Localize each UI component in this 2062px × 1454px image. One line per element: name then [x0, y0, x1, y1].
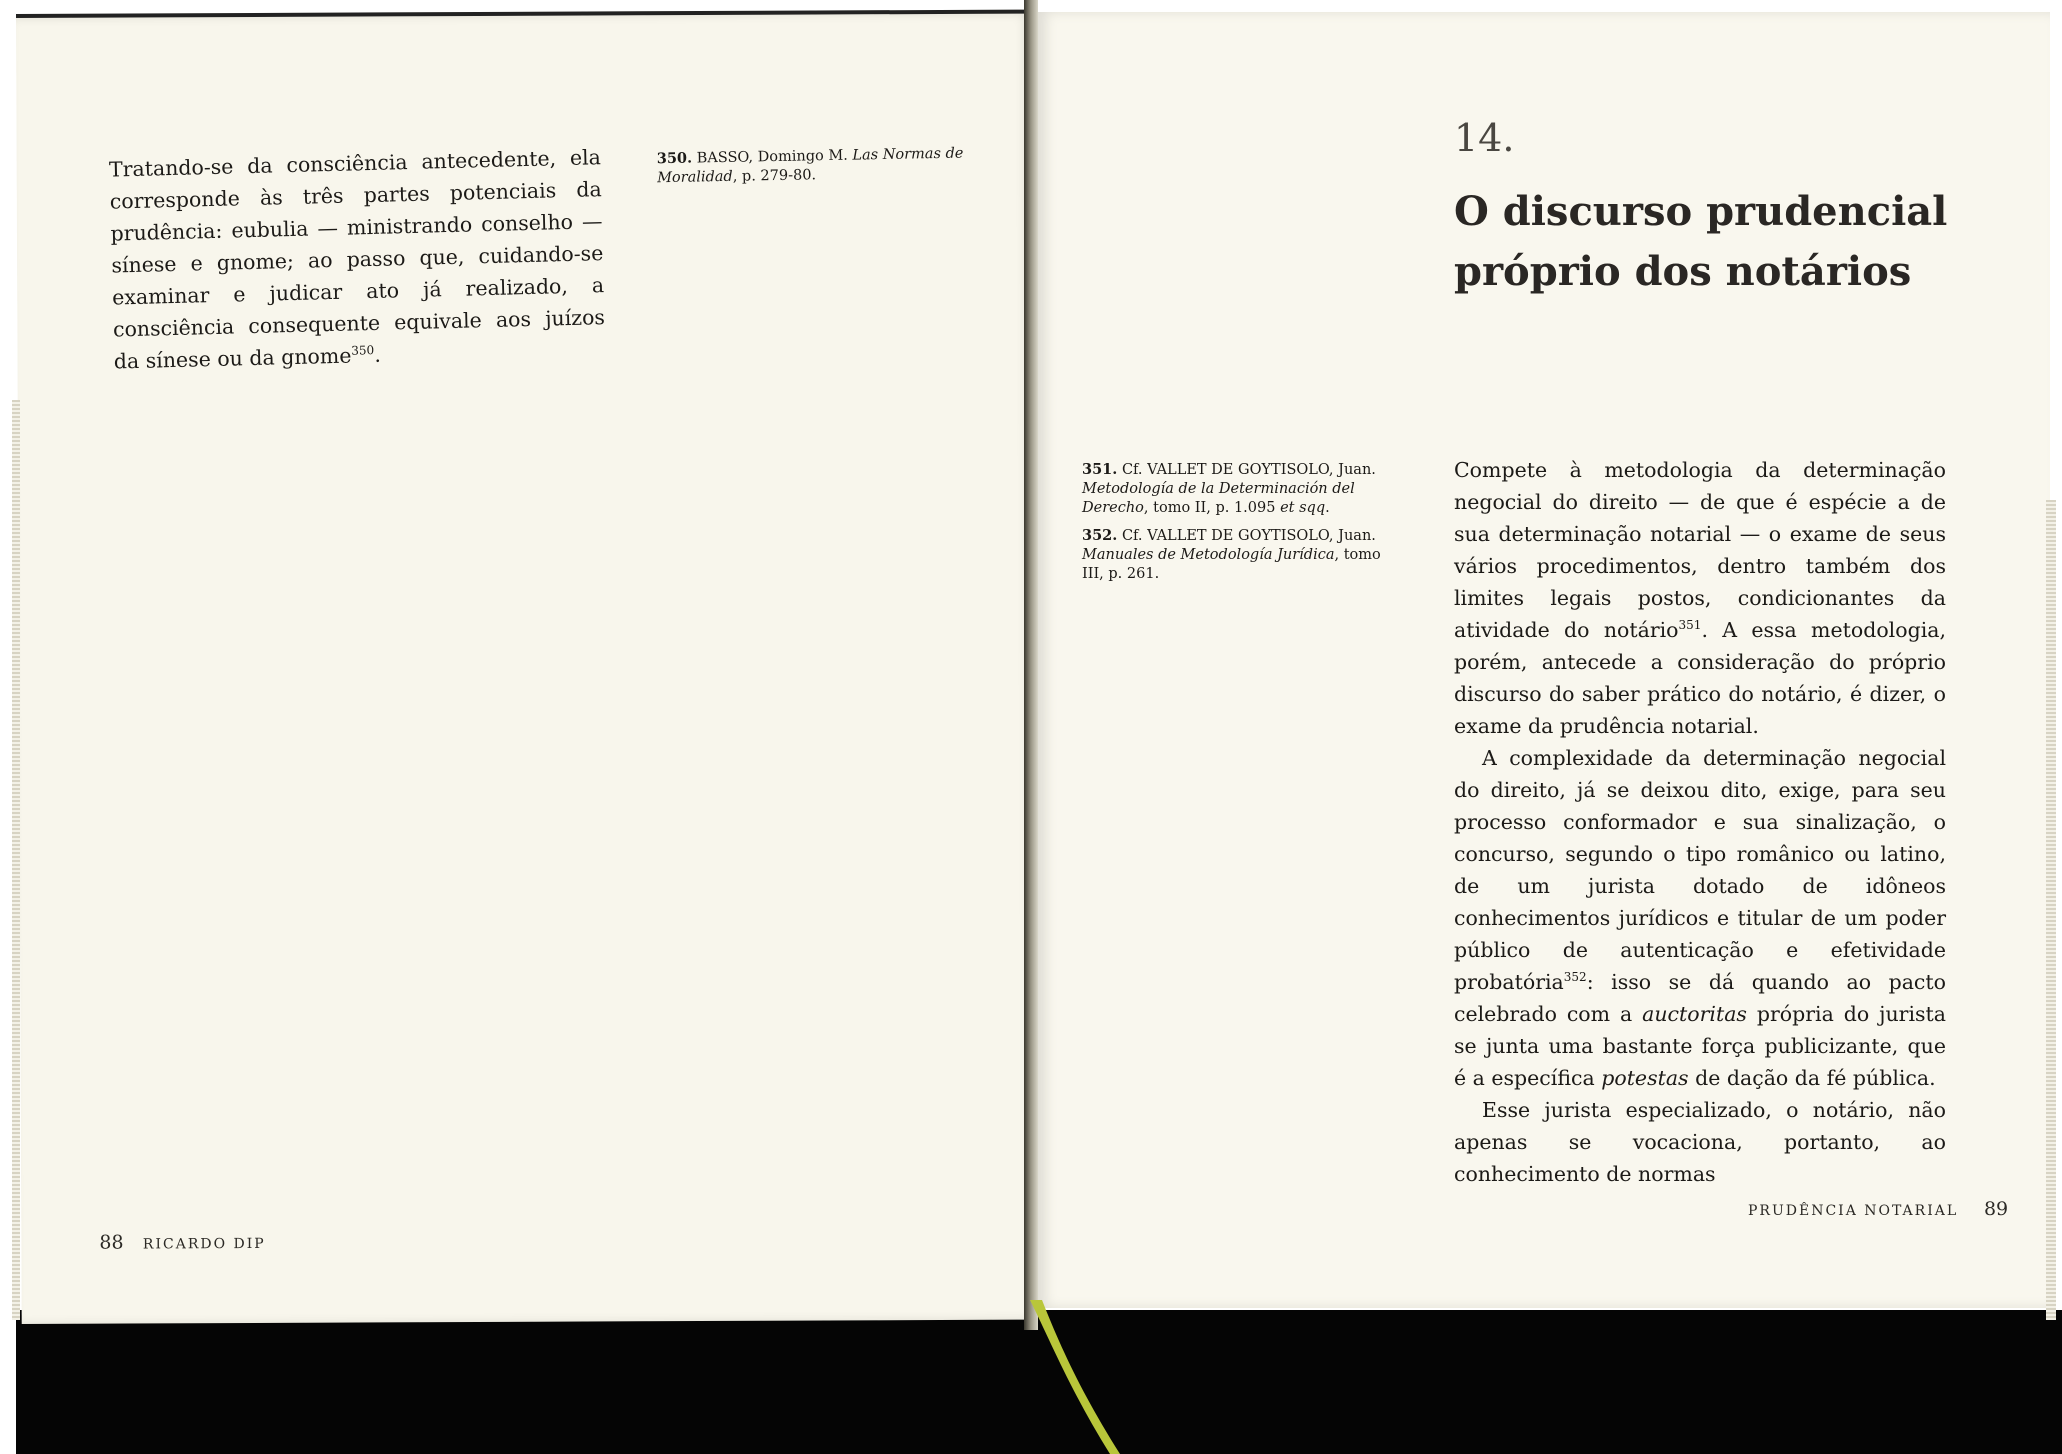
- paragraph-text-c: de dação da fé pública.: [1688, 1066, 1936, 1090]
- book-gutter: [1024, 0, 1038, 1330]
- chapter-title-line2: próprio dos notários: [1454, 248, 1912, 295]
- left-body-paragraph: [109, 141, 607, 377]
- footnote-number: 352.: [1082, 527, 1118, 544]
- footnote-rest: , tomo II, p. 1.095: [1143, 500, 1281, 516]
- page-number: 89: [1983, 1198, 2009, 1220]
- footnote-rest-italic: et sqq: [1280, 500, 1326, 516]
- footnote-ref-350[interactable]: 350: [351, 343, 375, 358]
- potestas-italic: potestas: [1601, 1066, 1689, 1090]
- body-paragraph-2: [1454, 742, 1946, 1094]
- footnote-350: [657, 143, 978, 188]
- footnote-352: [1082, 526, 1382, 584]
- footnotes-right: [1082, 460, 1382, 592]
- footnote-author: BASSO, Domingo M.: [696, 147, 848, 167]
- footnote-ref-351[interactable]: 351: [1678, 618, 1702, 633]
- paragraph-text: Esse jurista especializado, o notário, não apenas se vocaciona, portanto, ao conhecimento de normas: [1454, 1098, 1946, 1186]
- right-body: [1454, 454, 1946, 1190]
- footnote-ref-352[interactable]: 352: [1563, 970, 1587, 985]
- footnote-author: Cf. VALLET DE GOYTISOLO, Juan.: [1121, 462, 1376, 478]
- body-paragraph-3: [1454, 1094, 1946, 1190]
- auctoritas-italic: auctoritas: [1642, 1002, 1747, 1026]
- footnote-number: 350.: [656, 149, 693, 168]
- chapter-title-line1: O discurso prudencial: [1454, 188, 1948, 235]
- left-paragraph-text: Tratando-se da consciência antecedente, ela corresponde às três partes potenciais da prudência: eubulia — ministrando conselho — sínese e gnome; ao passo que, cuidando-se examinar e judicar ato já realizado, a consciência consequente equivale aos juízos da sínese ou da gnome: [108, 145, 606, 374]
- running-head: RICARDO DIP: [142, 1235, 266, 1253]
- footnote-rest-end: .: [1325, 500, 1330, 516]
- paragraph-text-after: . A essa metodologia, porém, antecede a consideração do próprio discurso do saber prático do notário, é dizer, o exame da prudência notarial.: [1454, 618, 1946, 738]
- right-page: [1038, 12, 2050, 1308]
- body-paragraph-1: [1454, 454, 1946, 742]
- right-folio: [1748, 1198, 2008, 1220]
- chapter-number: 14.: [1454, 116, 1515, 160]
- chapter-title: [1454, 182, 1974, 302]
- paragraph-text: A complexidade da determinação negocial do direito, já se deixou dito, exige, para seu processo conformador e sua sinalização, o concurso, segundo o tipo românico ou latino, de um jurista dotado de idôneos conhecimentos jurídicos e titular de um poder público de autenticação e efetividade probatória: [1454, 746, 1946, 994]
- paragraph-text-b: própria do jurista se junta uma bastante força publicizante, que é a específica: [1454, 1002, 1946, 1090]
- left-page: [16, 10, 1036, 1324]
- footnote-rest: , p. 279-80.: [732, 167, 817, 185]
- footnote-351: [1082, 460, 1382, 518]
- right-page-edges: [2046, 500, 2056, 1320]
- footnote-title: Las Normas de Moralidad: [656, 145, 964, 187]
- left-folio: [99, 1231, 265, 1254]
- paragraph-text: Compete à metodologia da determinação negocial do direito — de que é espécie a de sua determinação notarial — o exame de seus vários procedimentos, dentro também dos limites legais postos, condicionantes da atividade do notário: [1454, 458, 1946, 642]
- footnote-author: Cf. VALLET DE GOYTISOLO, Juan.: [1121, 528, 1376, 544]
- footnote-title: Metodología de la Determinación del Derecho: [1082, 481, 1355, 516]
- left-paragraph-end: .: [374, 342, 382, 367]
- paragraph-text-a: : isso se dá quando ao pacto celebrado com a: [1454, 970, 1946, 1026]
- ribbon-shape: [1030, 1300, 1120, 1454]
- page-number: 88: [99, 1231, 124, 1254]
- footnote-title: Manuales de Metodología Jurídica: [1082, 547, 1335, 563]
- left-page-edges: [12, 400, 20, 1320]
- footnote-rest: , tomo III, p. 261.: [1082, 547, 1381, 582]
- ribbon-bookmark: [1030, 1300, 1120, 1454]
- running-head: PRUDÊNCIA NOTARIAL: [1748, 1203, 1959, 1219]
- footnote-number: 351.: [1082, 461, 1118, 478]
